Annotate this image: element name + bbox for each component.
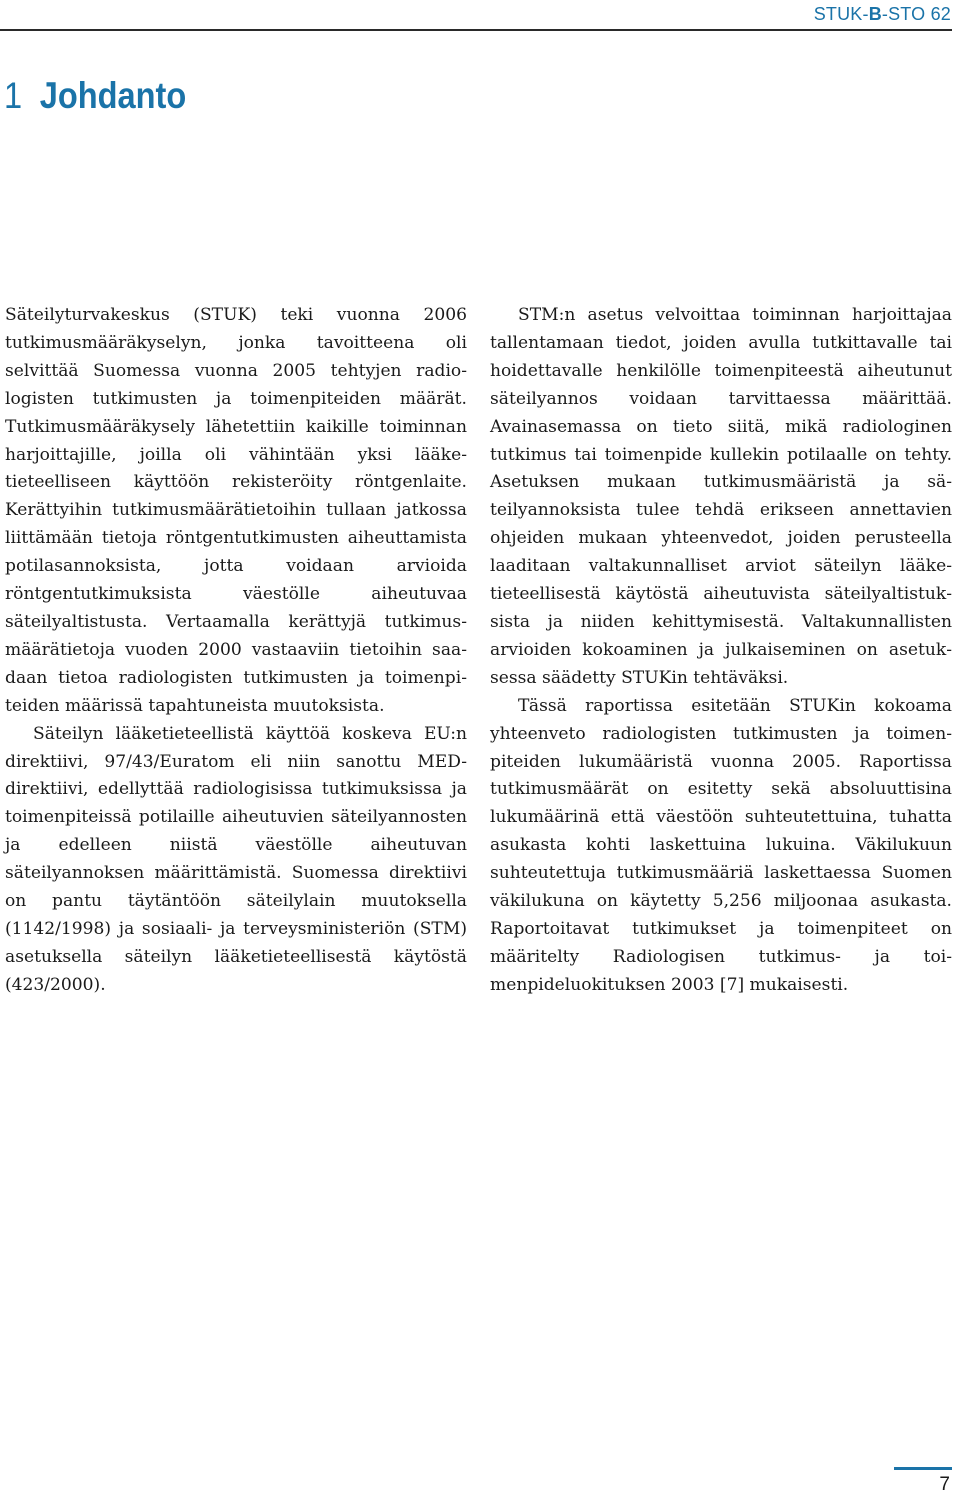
chapter-title: Johdanto <box>39 74 187 116</box>
left-paragraph-2: Säteilyn lääketieteellistä käyttöä koskeva EU:n direktiivi, 97/43/Euratom eli niin sanottu MED-direktiivi, edellyttää radiologisissa tutkimuksissa ja toimenpiteissä potilaille aiheutuvien säteilyannosten ja edelleen niistä väestölle aiheutuvan säteilyannoksen määrittämistä. Suomessa direktiivi on pantu täytäntöön säteilylain muutoksella (1142/1998) ja sosiaali- ja terveysministeriön (STM) asetuksella säteilyn lääketieteellisestä käytöstä (423/2000). <box>5 723 467 995</box>
right-paragraph-2: Tässä raportissa esitetään STUKin kokoama yhteenveto radiologisten tutkimusten ja toimenpiteiden lukumääristä vuonna 2005. Raportissa tutkimusmäärät on esitetty sekä absoluuttisina lukumäärinä että väestöön suhteutettuina, tuhatta asukasta kohti laskettuina lukuina. Väkilukuun suhteutettuja tutkimusmääriä laskettaessa Suomen väkilukuna on käytetty 5,256 miljoonaa asukasta. Raportoitavat tutkimukset ja toimenpiteet on määritelty Radiologisen tutkimus- ja toimenpideluokituksen 2003 [7] mukaisesti. <box>490 695 952 995</box>
page-number: 7 <box>939 1474 950 1495</box>
chapter-number: 1 <box>4 74 23 116</box>
chapter-heading <box>4 75 186 117</box>
header-rule <box>0 29 952 31</box>
document-id-suffix: -STO 62 <box>881 4 951 24</box>
document-id-series: B <box>868 4 882 24</box>
left-paragraph-1: Säteilyturvakeskus (STUK) teki vuonna 2006 tutkimusmääräkyselyn, jonka tavoitteena oli selvittää Suomessa vuonna 2005 tehtyjen radiologisten tutkimusten ja toimenpiteiden määrät. Tutkimusmääräkysely lähetettiin kaikille toiminnan harjoittajille, joilla oli vähintään yksi lääketieteelliseen käyttöön rekisteröity röntgenlaite. Kerättyihin tutkimusmäärätietoihin tullaan jatkossa liittämään tietoja röntgentutkimusten aiheuttamista potilasannoksista, jotta voidaan arvioida röntgentutkimuksista väestölle aiheutuvaa säteilyaltistusta. Vertaamalla kerättyjä tutkimusmäärätietoja vuoden 2000 vastaaviin tietoihin saadaan tietoa radiologisten tutkimusten ja toimenpiteiden määrissä tapahtuneista muutoksista. <box>5 305 467 716</box>
right-column <box>490 302 952 1000</box>
document-id-prefix: STUK- <box>813 4 869 24</box>
document-id <box>814 4 951 25</box>
right-paragraph-1: STM:n asetus velvoittaa toiminnan harjoittajaa tallentamaan tiedot, joiden avulla tutkittavalle tai hoidettavalle henkilölle toimenpiteestä aiheutunut säteilyannos voidaan tarvittaessa määrittää. Avainasemassa on tieto siitä, mikä radiologinen tutkimus tai toimenpide kullekin potilaalle on tehty. Asetuksen mukaan tutkimusmääristä ja säteilyannoksista tulee tehdä erikseen annettavien ohjeiden mukaan yhteenvedot, joiden perusteella laaditaan valtakunnalliset arviot säteilyn lääketieteellisestä käytöstä aiheutuvista säteilyaltistuksista ja niiden kehittymisestä. Valtakunnallisten arvioiden kokoaminen ja julkaiseminen on asetuksessa säädetty STUKin tehtäväksi. <box>490 305 952 688</box>
left-column <box>5 302 467 1000</box>
footer-accent-bar <box>894 1467 952 1470</box>
